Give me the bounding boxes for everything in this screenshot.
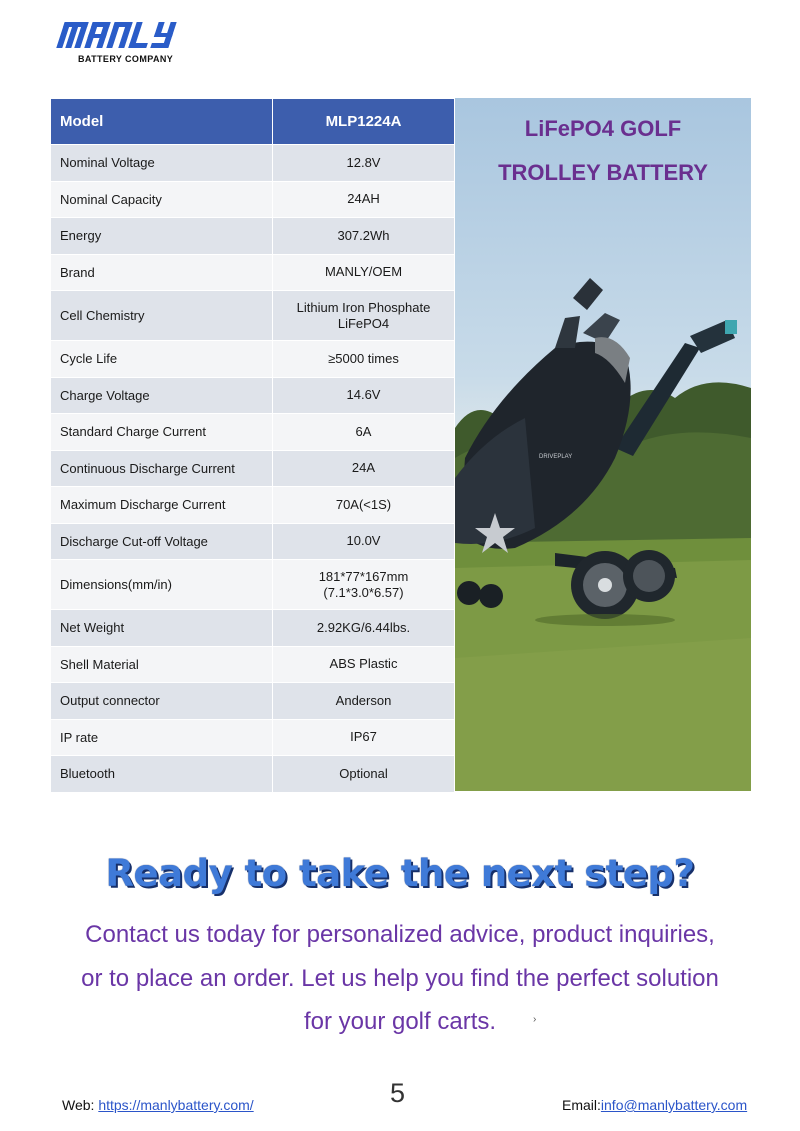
email-label: Email:	[562, 1097, 601, 1113]
table-row	[51, 254, 455, 291]
spec-value: MANLY/OEM	[273, 254, 455, 291]
spec-label: Dimensions(mm/in)	[51, 560, 273, 610]
spec-value-line1: Lithium Iron Phosphate	[296, 299, 431, 315]
cta-line3: for your golf carts.	[303, 1008, 497, 1035]
spec-label: Cell Chemistry	[51, 291, 273, 341]
spec-header-row	[51, 99, 455, 145]
spec-label: Discharge Cut-off Voltage	[51, 523, 273, 560]
spec-value: 10.0V	[273, 523, 455, 560]
cta-line2: or to place an order. Let us help you find the perfect solution	[81, 964, 719, 992]
table-row	[51, 646, 455, 683]
golf-trolley-photo	[455, 98, 751, 791]
table-row	[51, 218, 455, 255]
spec-label: Maximum Discharge Current	[51, 487, 273, 524]
table-row	[51, 756, 455, 793]
spec-value: 24AH	[273, 181, 455, 218]
photo-title-line1: LiFePO4 GOLF	[524, 116, 682, 141]
brand-name: MANLY	[56, 18, 60, 19]
spec-value: 6A	[273, 414, 455, 451]
spec-label: Net Weight	[51, 610, 273, 647]
spec-label: IP rate	[51, 719, 273, 756]
spec-value: 14.6V	[273, 377, 455, 414]
table-row	[51, 145, 455, 182]
spec-label: Standard Charge Current	[51, 414, 273, 451]
spec-label: Output connector	[51, 683, 273, 720]
spec-label: Continuous Discharge Current	[51, 450, 273, 487]
table-row	[51, 487, 455, 524]
cta-line1: Contact us today for personalized advice, product inquiries,	[85, 921, 715, 948]
spec-value: 307.2Wh	[273, 218, 455, 255]
spec-label: Nominal Voltage	[51, 145, 273, 182]
spec-value-line1: 181*77*167mm	[318, 568, 409, 584]
spec-value	[273, 560, 455, 610]
web-link[interactable]: https://manlybattery.com/	[98, 1097, 254, 1113]
table-row	[51, 450, 455, 487]
table-row	[51, 683, 455, 720]
spec-label: Nominal Capacity	[51, 181, 273, 218]
table-row	[51, 560, 455, 610]
web-label: Web:	[62, 1097, 99, 1113]
footer-email	[562, 1097, 747, 1113]
spec-label: Bluetooth	[51, 756, 273, 793]
table-row	[51, 377, 455, 414]
spec-value: Optional	[273, 756, 455, 793]
table-row	[51, 719, 455, 756]
spec-value: Anderson	[273, 683, 455, 720]
spec-header-value: MLP1224A	[273, 99, 455, 145]
spec-header-label: Model	[51, 99, 273, 145]
stray-mark: ›	[533, 1014, 537, 1025]
page-number: 5	[390, 1078, 406, 1108]
spec-value: IP67	[273, 719, 455, 756]
spec-value: ≥5000 times	[273, 341, 455, 378]
table-row	[51, 291, 455, 341]
spec-label: Cycle Life	[51, 341, 273, 378]
cta-title: Ready to take the next step?	[105, 852, 695, 895]
spec-value-line2: (7.1*3.0*6.57)	[323, 584, 404, 600]
spec-table	[50, 98, 455, 793]
spec-value	[273, 291, 455, 341]
table-row	[51, 181, 455, 218]
bag-brand-text: DRIVEPLAY	[539, 454, 573, 460]
brand-subtitle: BATTERY COMPANY	[78, 54, 174, 64]
spec-label: Charge Voltage	[51, 377, 273, 414]
photo-title-line2: TROLLEY BATTERY	[498, 160, 708, 185]
spec-value-line2: LiFePO4	[337, 315, 390, 331]
manly-logo-mark	[56, 18, 206, 52]
spec-value: 12.8V	[273, 145, 455, 182]
table-row	[51, 341, 455, 378]
spec-label: Brand	[51, 254, 273, 291]
spec-value: ABS Plastic	[273, 646, 455, 683]
table-row	[51, 523, 455, 560]
spec-value: 2.92KG/6.44lbs.	[273, 610, 455, 647]
spec-label: Shell Material	[51, 646, 273, 683]
table-row	[51, 414, 455, 451]
brand-logo	[56, 18, 206, 64]
cta-body	[40, 913, 760, 1044]
spec-value: 70A(<1S)	[273, 487, 455, 524]
spec-label: Energy	[51, 218, 273, 255]
golf-scene-illustration	[455, 98, 751, 791]
spec-value: 24A	[273, 450, 455, 487]
table-row	[51, 610, 455, 647]
email-link[interactable]: info@manlybattery.com	[600, 1097, 748, 1113]
footer-web	[62, 1097, 254, 1113]
